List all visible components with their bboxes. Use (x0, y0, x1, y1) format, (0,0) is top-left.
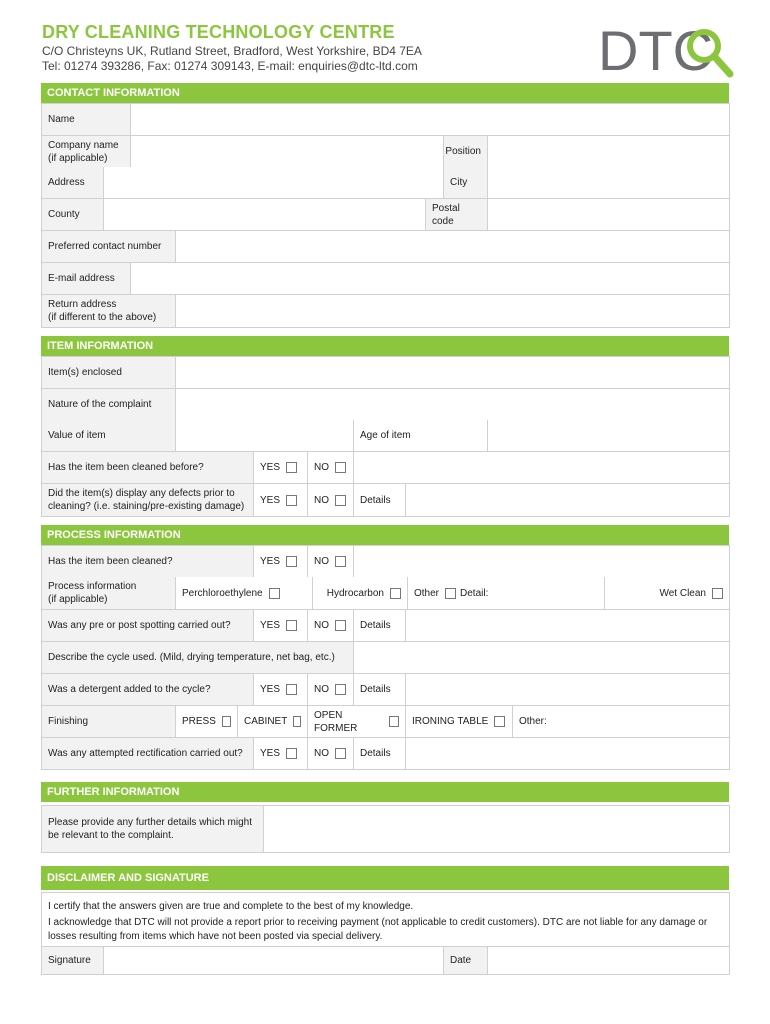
yes-text: YES (260, 494, 281, 506)
age-label: Age of item (354, 420, 488, 452)
postal-label: Postal code (426, 199, 488, 231)
rectification-details-field[interactable] (406, 738, 730, 770)
contact-county-row (41, 199, 730, 231)
further-label-line1: Please provide any further details which might (48, 817, 252, 828)
email-field[interactable] (131, 263, 730, 295)
other-detail-text: Detail: (460, 587, 489, 599)
finishing-other-text: Other: (519, 716, 547, 727)
checkbox-icon[interactable] (286, 748, 297, 759)
checkbox-icon[interactable] (335, 684, 346, 695)
checkbox-icon[interactable] (286, 684, 297, 695)
process-info-sub: (if applicable) (48, 594, 108, 605)
cabinet-option[interactable] (238, 706, 308, 738)
position-field[interactable] (488, 136, 730, 168)
cleaned-before-yes[interactable] (254, 452, 308, 484)
cycle-field[interactable] (354, 642, 730, 674)
item-value-row (41, 420, 730, 452)
cycle-label: Describe the cycle used. (Mild, drying temperature, net bag, etc.) (42, 642, 354, 674)
checkbox-icon[interactable] (335, 495, 346, 506)
cabinet-text: CABINET (244, 716, 288, 727)
defects-label-line1: Did the item(s) display any defects prior to (48, 488, 235, 499)
header-address: C/O Christeyns UK, Rutland Street, Bradford, West Yorkshire, BD4 7EA (42, 44, 422, 58)
checkbox-icon[interactable] (286, 620, 297, 631)
defects-label (42, 484, 254, 517)
date-field[interactable] (488, 947, 730, 975)
further-label-line2: be relevant to the complaint. (48, 830, 174, 841)
rectification-yes[interactable] (254, 738, 308, 770)
logo-text: DTC (598, 19, 714, 80)
contact-heading: CONTACT INFORMATION (41, 83, 729, 103)
no-text: NO (314, 556, 329, 567)
magnifier-handle-icon (714, 56, 730, 74)
county-label: County (42, 199, 104, 231)
process-cleaned-yes[interactable] (254, 546, 308, 578)
hydro-text: Hydrocarbon (326, 587, 384, 599)
header-contact: Tel: 01274 393286, Fax: 01274 309143, E-mail: enquiries@dtc-ltd.com (42, 59, 418, 73)
yes-text: YES (260, 684, 281, 695)
name-field[interactable] (131, 104, 730, 136)
contact-return-row (41, 295, 730, 328)
defects-yes[interactable] (254, 484, 308, 517)
wet-option[interactable] (605, 577, 730, 610)
checkbox-icon[interactable] (335, 462, 346, 473)
defects-no[interactable] (308, 484, 354, 517)
contact-address-rows (41, 167, 730, 199)
signature-label: Signature (42, 947, 104, 975)
detergent-details-field[interactable] (406, 674, 730, 706)
press-text: PRESS (182, 716, 216, 727)
email-label: E-mail address (42, 263, 131, 295)
detergent-details-label: Details (354, 674, 406, 706)
other-text: Other (414, 587, 440, 599)
checkbox-icon[interactable] (335, 748, 346, 759)
detergent-no[interactable] (308, 674, 354, 706)
nature-field[interactable] (176, 389, 730, 421)
checkbox-icon[interactable] (286, 495, 297, 506)
ironing-option[interactable] (406, 706, 513, 738)
spotting-row (41, 610, 730, 642)
cleaned-before-notes[interactable] (354, 452, 730, 484)
disclaimer-line2: I acknowledge that DTC will not provide a report prior to receiving payment (not applicable to credit customers). DTC are not liable for any damage or losses resulting from items which have not been posted via special delivery. (48, 916, 708, 942)
spotting-details-field[interactable] (406, 610, 730, 642)
cleaned-before-no[interactable] (308, 452, 354, 484)
checkbox-icon[interactable] (293, 716, 301, 727)
process-cleaned-no[interactable] (308, 546, 354, 578)
company-field[interactable] (131, 136, 444, 168)
checkbox-icon[interactable] (712, 588, 723, 599)
nature-label: Nature of the complaint (42, 389, 176, 421)
postal-field[interactable] (488, 199, 730, 231)
company-label (42, 136, 131, 168)
no-text: NO (314, 620, 329, 631)
item-cleaned-before-row (41, 452, 730, 484)
perc-option[interactable] (176, 577, 313, 610)
disclaimer-text (42, 893, 730, 947)
perc-text: Perchloroethylene (182, 587, 263, 599)
detergent-row (41, 674, 730, 706)
company-label-sub: (if applicable) (48, 152, 108, 164)
further-section (41, 805, 730, 853)
city-label: City (444, 167, 488, 199)
spotting-yes[interactable] (254, 610, 308, 642)
address-field[interactable] (104, 167, 444, 199)
return-field[interactable] (176, 295, 730, 328)
signature-field[interactable] (104, 947, 444, 975)
checkbox-icon[interactable] (335, 556, 346, 567)
further-label (42, 806, 264, 853)
defects-details-label: Details (354, 484, 406, 517)
return-label-sub: (if different to the above) (48, 312, 157, 323)
contact-email-row (41, 263, 730, 295)
open-former-option[interactable] (308, 706, 406, 738)
ironing-text: IRONING TABLE (412, 716, 489, 727)
county-field[interactable] (104, 199, 426, 231)
defects-details-field[interactable] (406, 484, 730, 517)
spotting-no[interactable] (308, 610, 354, 642)
date-label: Date (444, 947, 488, 975)
process-type-row (41, 577, 730, 610)
further-field[interactable] (264, 806, 730, 853)
no-text: NO (314, 684, 329, 695)
checkbox-icon[interactable] (286, 462, 297, 473)
checkbox-icon[interactable] (335, 620, 346, 631)
checkbox-icon[interactable] (390, 588, 401, 599)
value-label: Value of item (42, 420, 176, 452)
spotting-details-label: Details (354, 610, 406, 642)
enclosed-label: Item(s) enclosed (42, 357, 176, 389)
enclosed-field[interactable] (176, 357, 730, 389)
wet-text: Wet Clean (659, 587, 706, 599)
contact-phone-row (41, 231, 730, 263)
cleaned-before-label: Has the item been cleaned before? (42, 452, 254, 484)
position-label: Position (444, 136, 488, 168)
city-field[interactable] (488, 167, 730, 199)
no-text: NO (314, 462, 329, 473)
process-info-text: Process information (48, 581, 137, 592)
item-defects-row (41, 484, 730, 517)
finishing-label: Finishing (42, 706, 176, 738)
page-title: DRY CLEANING TECHNOLOGY CENTRE (42, 22, 395, 42)
address-label: Address (42, 167, 104, 199)
disclaimer-line1: I certify that the answers given are true and complete to the best of my knowledge. (48, 900, 414, 912)
dtc-logo (598, 18, 734, 80)
yes-text: YES (260, 748, 281, 759)
yes-text: YES (260, 620, 281, 631)
checkbox-icon[interactable] (269, 588, 280, 599)
process-cleaned-label: Has the item been cleaned? (42, 546, 254, 578)
company-label-text: Company name (48, 139, 119, 151)
yes-text: YES (260, 462, 281, 473)
rectification-no[interactable] (308, 738, 354, 770)
finishing-row (41, 706, 730, 738)
disclaimer-section (41, 892, 730, 975)
process-cleaned-row (41, 545, 730, 578)
other-option[interactable] (408, 577, 605, 610)
process-cleaned-notes[interactable] (354, 546, 730, 578)
spotting-label: Was any pre or post spotting carried out? (42, 610, 254, 642)
checkbox-icon[interactable] (389, 716, 399, 727)
checkbox-icon[interactable] (445, 588, 456, 599)
value-field[interactable] (176, 420, 354, 452)
detergent-yes[interactable] (254, 674, 308, 706)
press-option[interactable] (176, 706, 238, 738)
return-label-text: Return address (48, 299, 117, 310)
checkbox-icon[interactable] (222, 716, 231, 727)
disclaimer-heading: DISCLAIMER AND SIGNATURE (41, 866, 729, 890)
process-info-label (42, 577, 176, 610)
checkbox-icon[interactable] (286, 556, 297, 567)
process-heading: PROCESS INFORMATION (41, 525, 729, 545)
checkbox-icon[interactable] (494, 716, 505, 727)
return-label (42, 295, 176, 328)
contact-section (41, 103, 730, 168)
finishing-other[interactable] (513, 706, 730, 738)
cycle-row (41, 642, 730, 674)
no-text: NO (314, 748, 329, 759)
age-field[interactable] (488, 420, 730, 452)
open-former-text: OPEN FORMER (314, 709, 358, 734)
detergent-label: Was a detergent added to the cycle? (42, 674, 254, 706)
hydro-option[interactable] (313, 577, 408, 610)
defects-label-line2: cleaning? (i.e. staining/pre-existing damage) (48, 501, 245, 512)
item-heading: ITEM INFORMATION (41, 336, 729, 356)
phone-field[interactable] (176, 231, 730, 263)
phone-label: Preferred contact number (42, 231, 176, 263)
yes-text: YES (260, 556, 281, 567)
no-text: NO (314, 494, 329, 506)
rectification-label: Was any attempted rectification carried out? (42, 738, 254, 770)
item-section (41, 356, 730, 421)
rectification-row (41, 738, 730, 770)
further-heading: FURTHER INFORMATION (41, 782, 729, 802)
name-label: Name (42, 104, 131, 136)
rectification-details-label: Details (354, 738, 406, 770)
